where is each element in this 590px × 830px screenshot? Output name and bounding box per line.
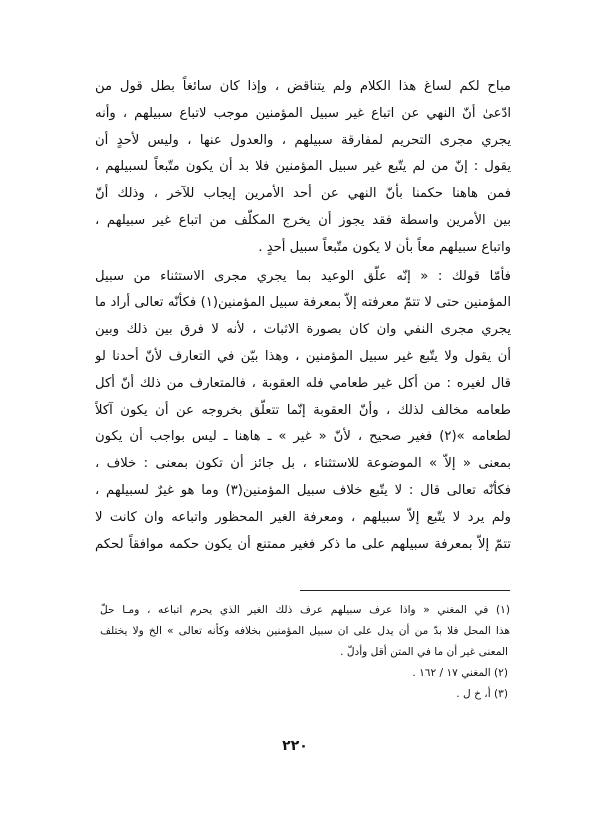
main-text (95, 74, 511, 558)
text-line: تتمّ إلاّ بمعرفة سبيلهم على ما ذكر فغير ممتنع أن يكون حكمه موافقاً لحكم (95, 536, 511, 552)
paragraph-2 (95, 264, 511, 559)
footnote-separator (300, 590, 510, 591)
text-line: يجري مجرى التحريم لمفارقة سبيلهم ، والعدول عنها ، وليس لأحدٍ أن (95, 132, 511, 148)
footnote-line: (٣) أ، خ ل . (456, 688, 508, 700)
text-line: ادّعىٰ أنّ النهي عن اتباع غير سبيل المؤمنين موجب لاتباع سبيلهم ، وأنه (95, 105, 511, 121)
footnote-line: (١) في المغني « واذا عرف سبيلهم عرف ذلك الغير الذي يحرم اتباعه ، ومـا حلّ (100, 604, 510, 616)
text-line: قال لغيره : من أكل غير طعامي فله العقوبة ، فالمتعارف من ذلك أنّ أكل (95, 375, 511, 391)
text-line: المؤمنين حتى لا تتمّ معرفته إلاّ بمعرفة سبيل المؤمنين(١) فكأنّه تعالى أراد ما (95, 295, 511, 311)
footnote-line: المعنى غير أن ما في المتن أقل وأدلّ . (340, 646, 508, 658)
footnote-line: (٢) المغني ١٧ / ١٦٢ . (412, 667, 508, 679)
text-line: بمعنى « إلاّ » الموضوعة للاستثناء ، بل جائز أن تكون بمعنى : خلاف ، (95, 456, 511, 472)
page-number: ٢٢٠ (282, 738, 308, 754)
text-line: مباح لكم لساغ هذا الكلام ولم يتناقض ، وإذا كان سائغاً بطل قول من (95, 79, 511, 94)
text-line: أن يقول ولا يتّبع غير سبيل المؤمنين ، وهذا بيّن في التعارف لأنّ أحدنا لو (95, 348, 511, 364)
footnotes (100, 600, 510, 705)
footnote-line: هذا المحل فلا بدّ من أن يدل على ان سبيل المؤمنين بخلافه وكأنه تعالى » الخ ولا يختلف (100, 625, 510, 637)
text-line: يقول : إنّ من لم يتّبع غير سبيل المؤمنين فلا بد أن يكون متّبعاً لسبيلهم ، (95, 159, 511, 175)
text-line: فأمّا قولك : « إنّه علّق الوعيد بما يجري مجرى الاستثناء من سبيل (95, 268, 511, 284)
text-line: يجري مجرى النفي وان كان بصورة الاثبات ، لأنه لا فرق بين ذلك وبين (95, 322, 511, 338)
text-line: طعامه مخالف لذلك ، وأنّ العقوبة إنّما تتعلّق بخروجه عن أن يكون آكلاً (95, 402, 511, 418)
text-line: لطعامه »(٢) فغير صحيح ، لأنّ « غير » ـ هاهنا ـ ليس بواجب أن يكون (95, 429, 511, 445)
text-line: فمن هاهنا حكمنا بأنّ النهي عن أحد الأمرين إيجاب للآخر ، وذلك أنّ (95, 186, 511, 202)
paragraph-1 (95, 74, 511, 262)
text-line: ولم يرد لا يتّبع إلاّ سبيلهم ، ومعرفة الغير المحظور واتباعه وان كانت لا (95, 509, 511, 525)
text-line: بين الأمرين واسطة فقد يجوز أن يخرج المكلّف من اتباع غير سبيلهم ، (95, 212, 511, 228)
text-line: فكأنّه تعالى قال : لا يتّبع خلاف سبيل المؤمنين(٣) وما هو غيرٌ لسبيلهم ، (95, 482, 511, 498)
text-line: واتباع سبيلهم معاً بأن لا يكون متّبعاً سبيل أحدٍ . (258, 239, 511, 255)
